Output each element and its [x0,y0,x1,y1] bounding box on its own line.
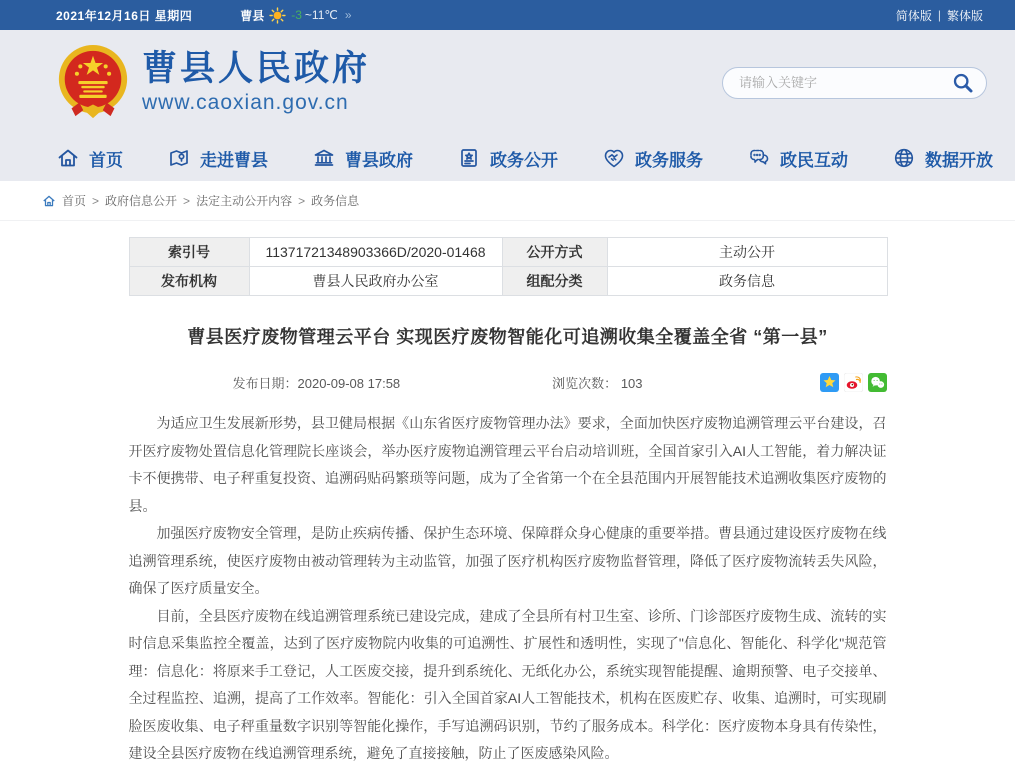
disclosure-method-value: 主动公开 [607,238,887,267]
chat-bubbles-icon [747,146,771,170]
map-icon [167,146,191,170]
article-title: 曹县医疗废物管理云平台 实现医疗废物智能化可追溯收集全覆盖全省 “第一县” [187,327,828,347]
simplified-chinese-link[interactable]: 简体版 [895,8,932,23]
nav-item-label: 政务服务 [635,150,703,170]
view-count: 浏览次数： 103 [552,376,643,391]
site-url: www.caoxian.gov.cn [142,90,349,114]
site-name[interactable]: 曹县人民政府 [142,49,371,89]
disclosure-method-label: 公开方式 [502,238,607,267]
article-container [129,237,887,768]
breadcrumb [0,181,1015,221]
wechat-share-icon[interactable] [868,373,887,392]
breadcrumb-item-current: 政务信息 [311,194,360,208]
sun-icon [269,7,286,24]
nav-item-services[interactable] [602,146,703,171]
topbar [0,0,1015,30]
article-paragraph: 为适应卫生发展新形势，县卫健局根据《山东省医疗废物管理办法》要求，全面加快医疗废物追溯管理云平台建设，召开医疗废物处置信息化管理院长座谈会，举办医疗废物追溯管理云平台启动培训班，全国首家引入AI人工智能，着力解决证卡不便携带、电子秤重复投资、追溯码贴码繁琐等问题，成为了全省第一个在全县范围内开展智能技术追溯收集医疗废物的县。 [128,415,887,514]
nav-item-label: 走进曹县 [200,150,268,170]
search-icon [952,72,974,94]
search-box [722,67,987,99]
breadcrumb-separator: > [92,193,100,208]
nav-item-info-disclosure[interactable] [457,146,558,171]
index-number-value: 11371721348903366D/2020-01468 [249,238,502,267]
table-row [129,238,887,267]
weather-city: 曹县 [240,8,265,23]
qzone-share-icon[interactable] [820,373,839,392]
language-switcher [896,7,983,24]
traditional-chinese-link[interactable]: 繁体版 [946,8,983,23]
search-input[interactable] [737,74,952,91]
nav-item-label: 首页 [89,150,123,170]
category-value: 政务信息 [607,267,887,296]
search-button[interactable] [952,72,974,94]
breadcrumb-item-home[interactable]: 首页 [62,194,87,208]
nav-item-label: 政务公开 [490,150,558,170]
weibo-share-icon[interactable] [844,373,863,392]
current-date: 2021年12月16日 星期四 [56,8,193,23]
article-paragraph: 加强医疗废物安全管理，是防止疾病传播、保护生态环境、保障群众身心健康的重要举措。曹县通过建设医疗废物在线追溯管理系统，使医疗废物由被动管理转为主动监管，加强了医疗机构医疗废物监督管理，降低了医疗废物流转丢失风险，确保了医疗质量安全。 [128,525,887,596]
site-title-block [142,50,370,115]
breadcrumb-home-icon [42,194,56,208]
breadcrumb-separator: > [183,193,191,208]
breadcrumb-item-statutory-content[interactable]: 法定主动公开内容 [196,194,293,208]
share-buttons [820,373,887,392]
article-meta [129,373,887,392]
temperature-low: -3 [291,8,302,22]
temperature-high: ~11℃ [304,8,338,22]
nav-item-label: 政民互动 [780,150,848,170]
document-star-icon [457,146,481,170]
breadcrumb-item-info-disclosure[interactable]: 政府信息公开 [105,194,178,208]
weather-more-arrow[interactable]: » [344,8,352,22]
issuing-agency-value: 曹县人民政府办公室 [249,267,502,296]
handshake-icon [602,146,626,170]
breadcrumb-separator: > [298,193,306,208]
nav-item-label: 曹县政府 [345,150,413,170]
language-divider: | [937,8,941,22]
index-number-label: 索引号 [129,238,249,267]
article-paragraph: 目前，全县医疗废物在线追溯管理系统已建设完成，建成了全县所有村卫生室、诊所、门诊部医疗废物生成、流转的实时信息采集监控全覆盖，达到了医疗废物院内收集的可追溯性、扩展性和透明性，实现了"信息化、智能化、科学化"规范管理：信息化：将原来手工登记，人工医废交接，提升到系统化、无纸化办公，系统实现智能提醒、逾期预警、电子交接单、全过程监控、追溯，提高了工作效率。智能化：引入全国首家AI人工智能技术，机构在医废贮存、收集、追溯时，可实现刷脸医废收集、电子秤重量数字识别等智能化操作，手写追溯码识别，节约了服务成本。科学化：医疗废物本身具有传染性，建设全县医疗废物在线追溯管理系统，避免了直接接触，防止了医废感染风险。 [128,607,887,761]
nav-item-government[interactable] [312,146,413,171]
national-emblem-logo [54,42,132,124]
nav-item-about[interactable] [167,146,268,171]
weather-widget [240,7,351,24]
globe-icon [892,146,916,170]
publish-date: 发布日期：2020-09-08 17:58 [232,376,401,391]
main-navigation [0,135,1015,181]
category-label: 组配分类 [502,267,607,296]
nav-item-label: 数据开放 [925,150,993,170]
table-row [129,267,887,296]
article-body [129,410,887,768]
nav-item-home[interactable] [56,146,123,171]
home-icon [56,146,80,170]
site-header [0,30,1015,135]
nav-item-open-data[interactable] [892,146,993,171]
government-building-icon [312,146,336,170]
issuing-agency-label: 发布机构 [129,267,249,296]
document-info-table [129,237,888,296]
nav-item-interaction[interactable] [747,146,848,171]
